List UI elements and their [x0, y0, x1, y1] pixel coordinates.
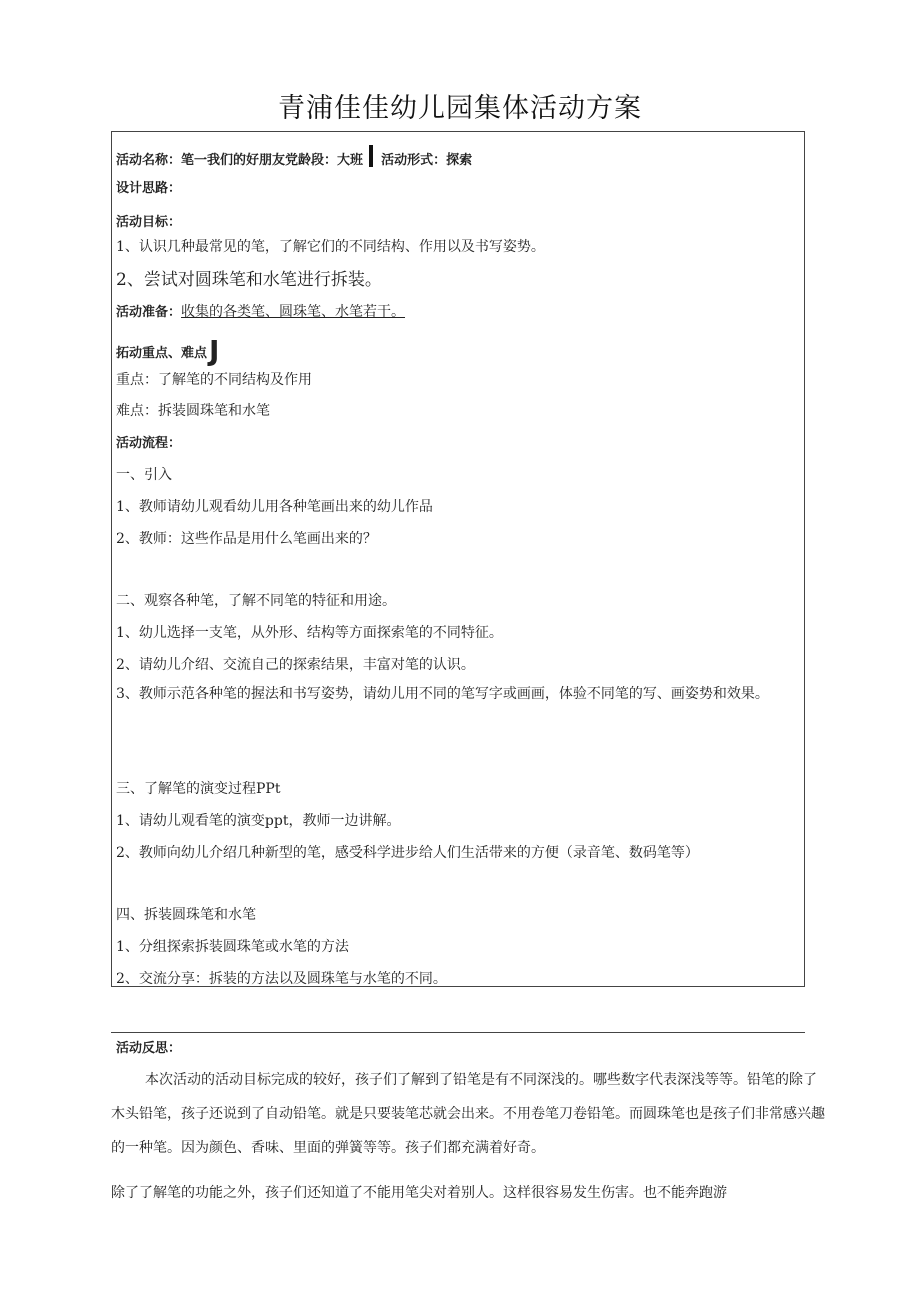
list-item: 3、教师示范各种笔的握法和书写姿势，请幼儿用不同的笔写字或画画，体验不同笔的写、画姿势和效果。 — [116, 686, 769, 702]
difficulty: 难点：拆装圆珠笔和水笔 — [116, 403, 270, 419]
list-item: 1、教师请幼儿观看幼儿用各种笔画出来的幼儿作品 — [116, 499, 433, 515]
goal-item: 1、认识几种最常见的笔，了解它们的不同结构、作用以及书写姿势。 — [116, 239, 545, 255]
reflection-paragraph: 除了了解笔的功能之外，孩子们还知道了不能用笔尖对着别人。这样很容易发生伤害。也不能奔跑游 — [111, 1185, 727, 1201]
activity-header-row — [116, 145, 472, 168]
goal-item: 2、尝试对圆珠笔和水笔进行拆装。 — [116, 270, 382, 290]
list-item: 1、分组探索拆装圆珠笔或水笔的方法 — [116, 939, 349, 955]
reflection-label: 活动反思： — [116, 1041, 182, 1056]
checkmark-icon: J — [209, 334, 220, 367]
prep-row — [116, 301, 405, 321]
prep-value: 收集的各类笔、圆珠笔、水笔若干。 — [181, 304, 406, 320]
section-title: 三、了解笔的演变过程PPt — [116, 781, 281, 797]
section-title: 二、观察各种笔，了解不同笔的特征和用途。 — [116, 593, 396, 609]
age-group-label: 党龄段： — [285, 153, 338, 168]
activity-form-value: 探索 — [446, 153, 473, 168]
reflection-paragraph: 本次活动的活动目标完成的较好，孩子们了解到了铅笔是有不同深浅的。哪些数字代表深浅等等。铅笔的除了木头铅笔，孩子还说到了自动铅笔。就是只要装笔芯就会出来。不用卷笔刀卷铅笔。而圆珠笔也是孩子们非常感兴趣的一种笔。因为颜色、香味、里面的弹簧等等。孩子们都充满着好奇。 — [111, 1072, 825, 1156]
document-title: 青浦佳佳幼儿园集体活动方案 — [278, 93, 642, 124]
activity-name-value: 笔一我们的好朋友 — [181, 153, 286, 168]
section-title: 四、拆装圆珠笔和水笔 — [116, 907, 256, 923]
prep-label: 活动准备： — [116, 305, 182, 320]
key-point: 重点：了解笔的不同结构及作用 — [116, 372, 312, 388]
goals-label: 活动目标： — [116, 215, 182, 230]
focus-label: 拓动重点、难点 — [116, 346, 208, 361]
list-item: 2、教师向幼儿介绍几种新型的笔，感受科学进步给人们生活带来的方便（录音笔、数码笔等） — [116, 845, 699, 861]
age-group-value: 大班 — [337, 153, 364, 168]
list-item: 1、请幼儿观看笔的演变ppt，教师一边讲解。 — [116, 813, 401, 829]
list-item: 2、教师：这些作品是用什么笔画出来的？ — [116, 531, 377, 547]
process-label: 活动流程： — [116, 436, 182, 451]
activity-name-label: 活动名称： — [116, 153, 182, 168]
separator-mark — [369, 145, 373, 167]
list-item: 2、请幼儿介绍、交流自己的探索结果，丰富对笔的认识。 — [116, 657, 475, 673]
design-label: 设计思路： — [116, 181, 182, 196]
focus-row — [116, 334, 219, 367]
section-title: 一、引入 — [116, 467, 172, 483]
list-item: 1、幼儿选择一支笔，从外形、结构等方面探索笔的不同特征。 — [116, 625, 503, 641]
list-item: 2、交流分享：拆装的方法以及圆珠笔与水笔的不同。 — [116, 971, 447, 987]
divider — [111, 1032, 805, 1033]
activity-form-label: 活动形式： — [381, 153, 447, 168]
